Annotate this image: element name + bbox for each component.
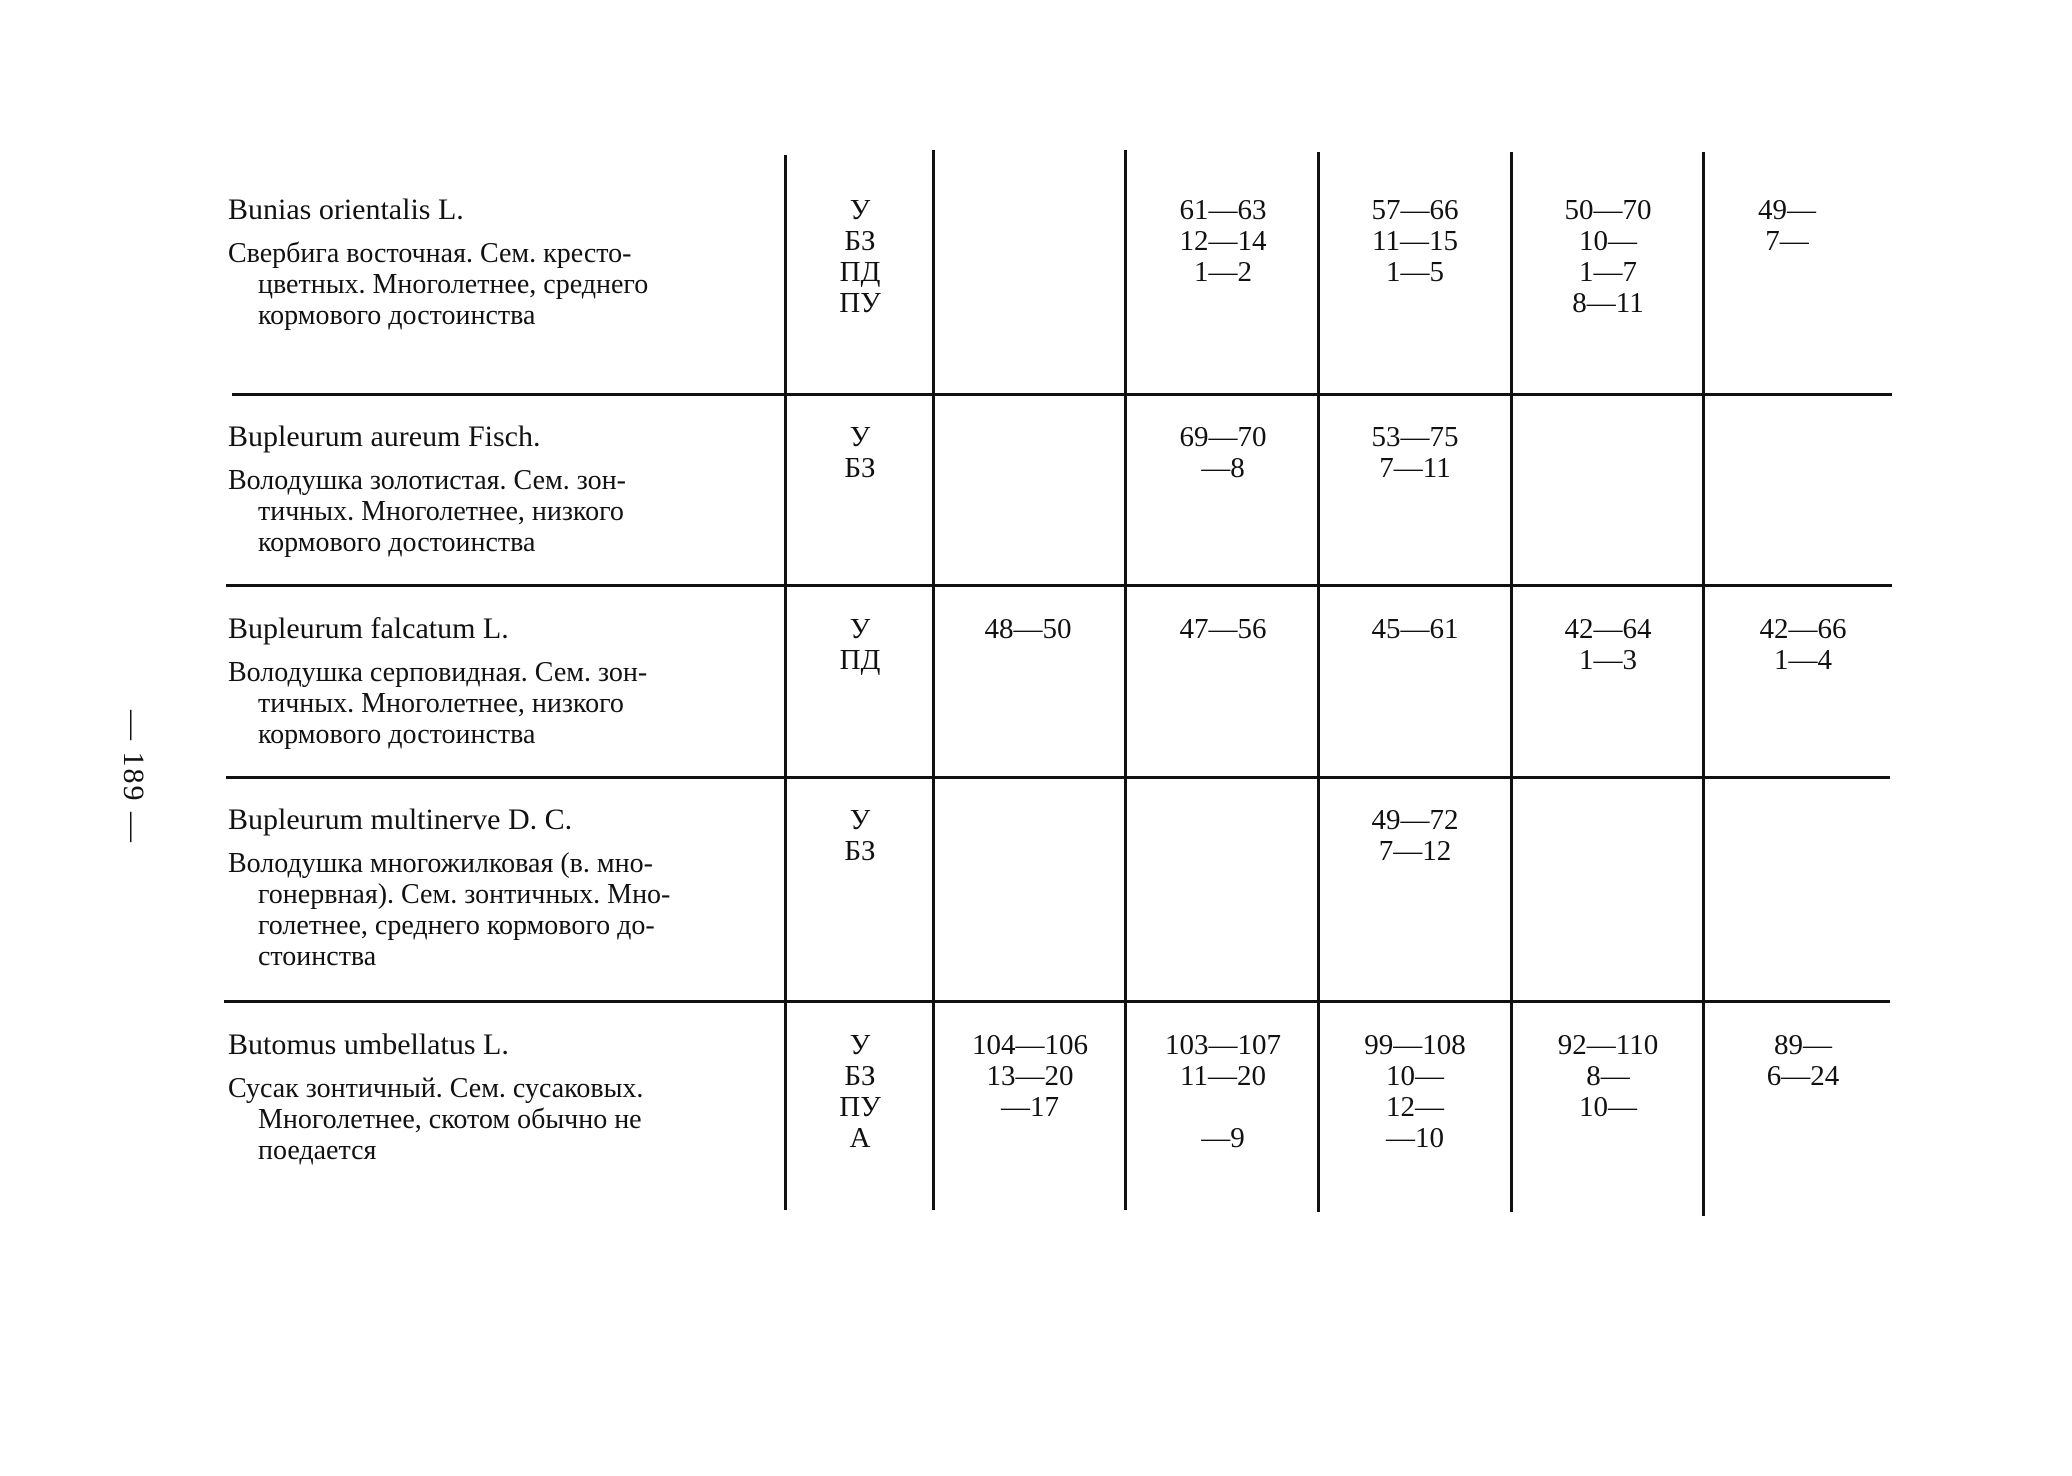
value-cell: 92—110 8— 10— bbox=[1557, 1029, 1659, 1123]
value-cell: 42—66 1—4 bbox=[1759, 613, 1847, 676]
description-line: кормового достоинства bbox=[258, 300, 536, 331]
species-description bbox=[228, 1073, 768, 1166]
value-cell: 69—70 —8 bbox=[1179, 421, 1267, 484]
description-line: стоинства bbox=[258, 941, 377, 972]
species-entry bbox=[228, 611, 768, 750]
value-cell: 45—61 bbox=[1371, 613, 1459, 645]
habitat-codes: У ПД bbox=[839, 613, 881, 676]
value-cell: 61—63 12—14 1—2 bbox=[1179, 194, 1267, 288]
description-line: тичных. Многолетнее, низкого bbox=[258, 688, 624, 719]
species-description bbox=[228, 657, 768, 750]
latin-name: Bupleurum multinerve D. C. bbox=[228, 803, 573, 836]
value-cell: 99—108 10— 12— —10 bbox=[1364, 1029, 1466, 1154]
species-description bbox=[228, 238, 768, 331]
description-line: кормового достоинства bbox=[258, 527, 536, 558]
description-line: Володушка многожилковая (в. мно- bbox=[228, 848, 653, 879]
value-cell: 49— 7— bbox=[1758, 194, 1816, 257]
habitat-codes: У БЗ bbox=[844, 804, 876, 867]
value-cell: 103—107 11—20 —9 bbox=[1165, 1029, 1281, 1154]
description-line: поедается bbox=[258, 1135, 377, 1166]
latin-name: Butomus umbellatus L. bbox=[228, 1028, 509, 1061]
row-divider bbox=[226, 776, 1890, 779]
value-cell: 89— 6—24 bbox=[1766, 1029, 1840, 1092]
row-divider bbox=[232, 393, 1892, 396]
value-cell: 53—75 7—11 bbox=[1371, 421, 1459, 484]
description-line: Многолетнее, скотом обычно не bbox=[258, 1104, 642, 1135]
page-number: — 189 — bbox=[117, 710, 150, 844]
row-divider bbox=[226, 584, 1892, 587]
habitat-codes: У БЗ ПД ПУ bbox=[839, 194, 881, 319]
description-line: Сусак зонтичный. Сем. сусаковых. bbox=[228, 1073, 644, 1104]
value-cell: 104—106 13—20 —17 bbox=[972, 1029, 1088, 1123]
species-entry bbox=[228, 802, 768, 972]
description-line: кормового достоинства bbox=[258, 719, 536, 750]
column-divider bbox=[1510, 152, 1513, 1212]
species-entry bbox=[228, 1027, 768, 1166]
habitat-codes: У БЗ bbox=[844, 421, 876, 484]
value-cell: 42—64 1—3 bbox=[1564, 613, 1652, 676]
latin-name: Bunias orientalis L. bbox=[228, 193, 464, 226]
species-entry bbox=[228, 192, 768, 331]
description-line: Володушка золотистая. Сем. зон- bbox=[228, 465, 626, 496]
column-divider bbox=[1702, 152, 1705, 1216]
species-description bbox=[228, 848, 768, 972]
value-cell: 47—56 bbox=[1179, 613, 1267, 645]
value-cell: 57—66 11—15 1—5 bbox=[1371, 194, 1459, 288]
description-line: гонервная). Сем. зонтичных. Мно- bbox=[258, 879, 671, 910]
description-line: голетнее, среднего кормового до- bbox=[258, 910, 655, 941]
description-line: Володушка серповидная. Сем. зон- bbox=[228, 657, 648, 688]
value-cell: 49—72 7—12 bbox=[1371, 804, 1459, 867]
latin-name: Bupleurum falcatum L. bbox=[228, 612, 509, 645]
column-divider bbox=[784, 155, 787, 1210]
description-line: Свербига восточная. Сем. кресто- bbox=[228, 238, 632, 269]
description-line: тичных. Многолетнее, низкого bbox=[258, 496, 624, 527]
column-divider bbox=[1317, 152, 1320, 1212]
habitat-codes: У БЗ ПУ А bbox=[839, 1029, 881, 1154]
species-description bbox=[228, 465, 768, 558]
column-divider bbox=[1124, 150, 1127, 1210]
description-line: цветных. Многолетнее, среднего bbox=[258, 269, 649, 300]
species-entry bbox=[228, 419, 768, 558]
latin-name: Bupleurum aureum Fisch. bbox=[228, 420, 541, 453]
row-divider bbox=[224, 1000, 1890, 1003]
value-cell: 48—50 bbox=[984, 613, 1072, 645]
value-cell: 50—70 10— 1—7 8—11 bbox=[1564, 194, 1652, 319]
column-divider bbox=[932, 150, 935, 1210]
